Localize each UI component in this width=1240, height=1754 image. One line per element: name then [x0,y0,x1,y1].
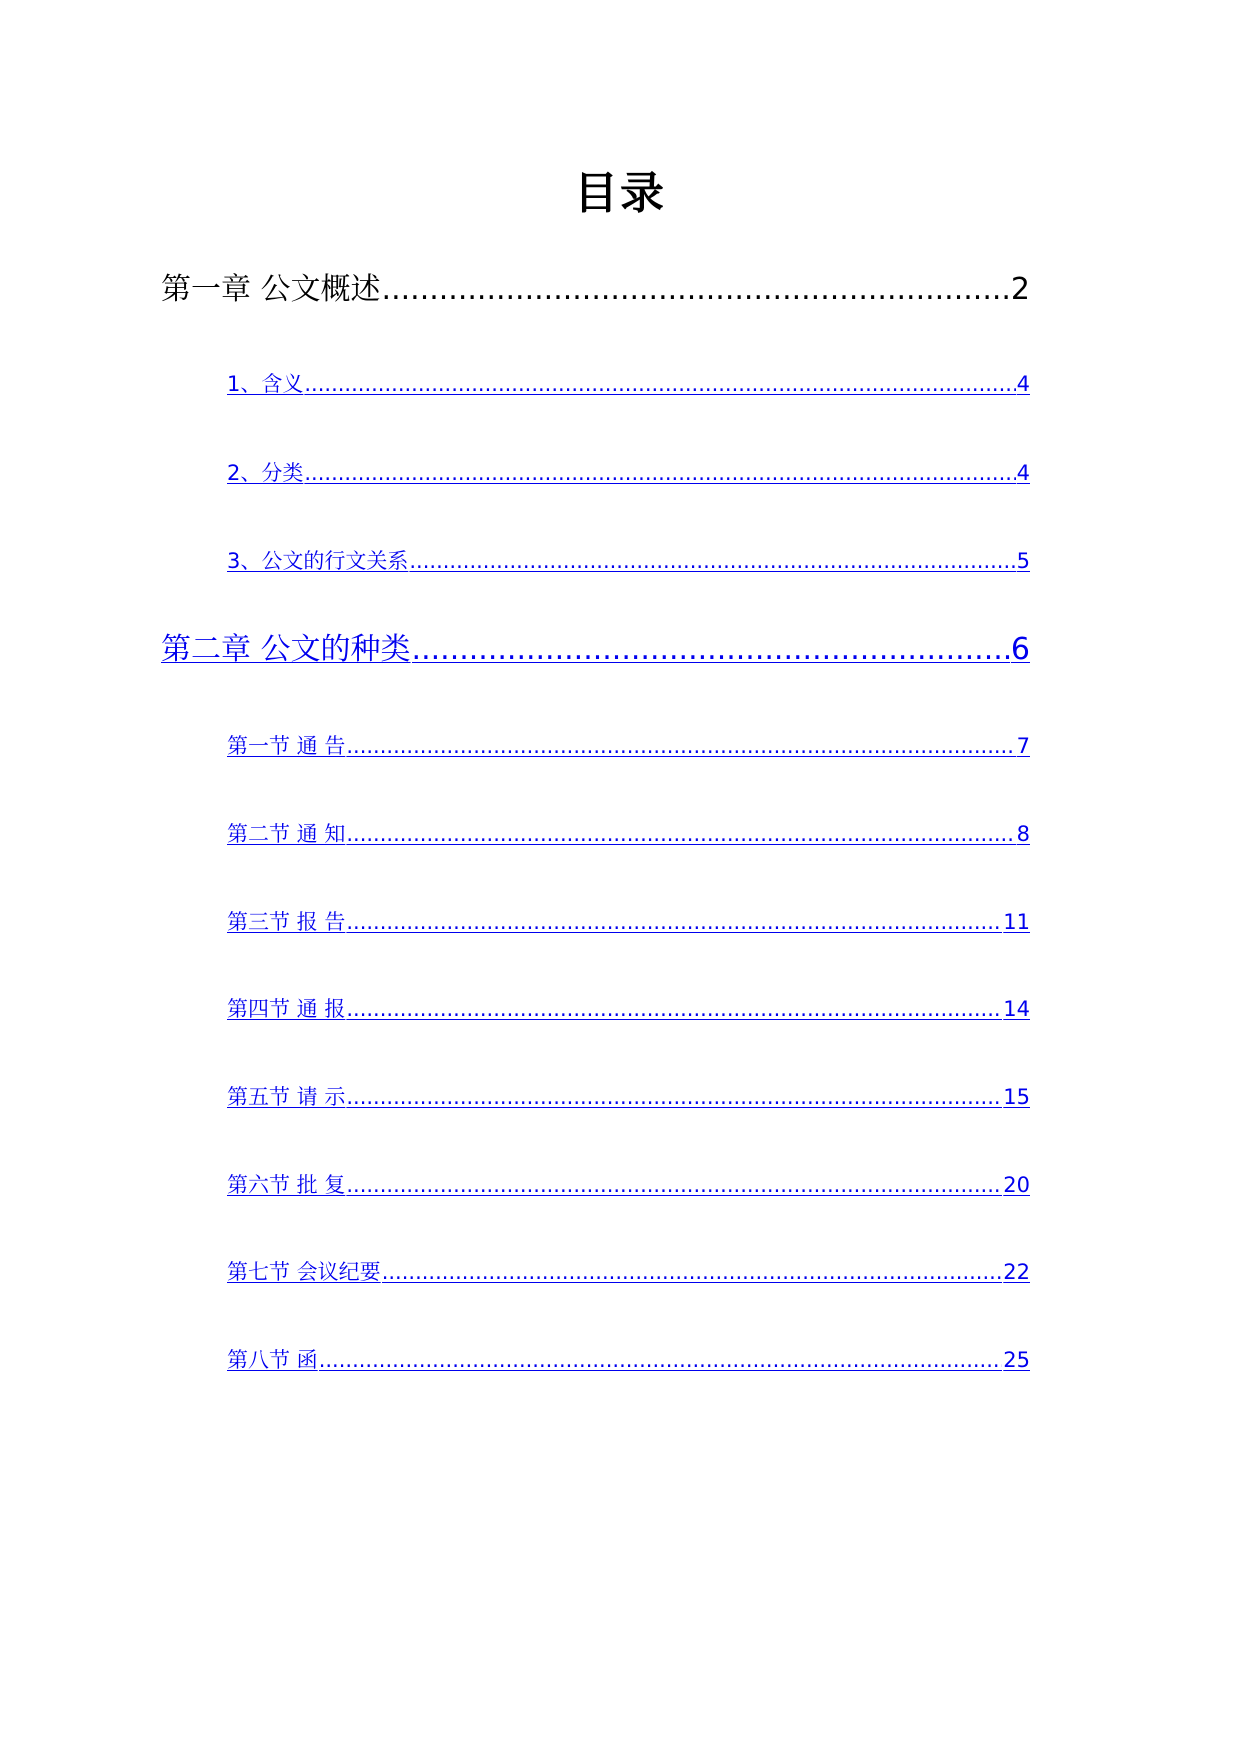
toc-leader-dots [346,819,1015,849]
toc-title: 目录 [574,168,666,219]
toc-leader-dots [346,907,1002,937]
toc-page-number: 2 [1010,272,1030,307]
toc-page-number: 22 [1003,1260,1030,1284]
toc-entry-label: 第二节 通 知 [227,822,346,846]
toc-entry-section-1-3[interactable] [227,546,1030,576]
toc-leader-dots [304,458,1015,488]
toc-entry-label: 第七节 会议纪要 [227,1260,381,1284]
toc-page-number: 14 [1003,997,1030,1021]
toc-entry-section-2-5[interactable] [227,1082,1030,1112]
toc-entry-label: 2、分类 [227,461,304,485]
toc-entry-section-2-2[interactable] [227,819,1030,849]
toc-page-number: 20 [1003,1173,1030,1197]
toc-entry-label: 第二章 公文的种类 [161,632,411,667]
toc-entry-label: 1、含义 [227,372,304,396]
toc-entry-section-1-2[interactable] [227,458,1030,488]
toc-page-number: 4 [1016,461,1030,485]
toc-page-number: 4 [1016,372,1030,396]
toc-leader-dots [346,1082,1002,1112]
toc-entry-label: 第八节 函 [227,1348,318,1372]
toc-entry-section-2-8[interactable] [227,1345,1030,1375]
toc-page-number: 15 [1003,1085,1030,1109]
toc-entry-section-2-3[interactable] [227,907,1030,937]
toc-leader-dots [304,369,1015,399]
toc-leader-dots [412,630,1010,670]
toc-entry-label: 第一节 通 告 [227,734,346,758]
toc-entry-section-2-1[interactable] [227,731,1030,761]
toc-entry-section-2-7[interactable] [227,1257,1030,1287]
toc-page-number: 8 [1016,822,1030,846]
toc-leader-dots [382,1257,1003,1287]
toc-page-number: 6 [1010,632,1030,667]
toc-entry-chapter-1 [161,270,1030,310]
toc-leader-dots [382,270,1010,310]
toc-entry-label: 第三节 报 告 [227,910,346,934]
toc-leader-dots [346,994,1002,1024]
toc-entry-label: 第一章 公文概述 [161,272,381,307]
toc-entry-label: 第四节 通 报 [227,997,346,1021]
toc-leader-dots [346,731,1015,761]
toc-leader-dots [409,546,1015,576]
toc-page-number: 25 [1003,1348,1030,1372]
toc-entry-section-1-1[interactable] [227,369,1030,399]
toc-page-number: 11 [1003,910,1030,934]
toc-entry-section-2-6[interactable] [227,1170,1030,1200]
toc-entry-section-2-4[interactable] [227,994,1030,1024]
toc-entry-label: 第六节 批 复 [227,1173,346,1197]
toc-leader-dots [346,1170,1002,1200]
toc-entry-label: 第五节 请 示 [227,1085,346,1109]
toc-leader-dots [319,1345,1003,1375]
toc-page-number: 7 [1016,734,1030,758]
toc-entry-label: 3、公文的行文关系 [227,549,409,573]
toc-entry-chapter-2[interactable] [161,630,1030,670]
toc-page-number: 5 [1016,549,1030,573]
